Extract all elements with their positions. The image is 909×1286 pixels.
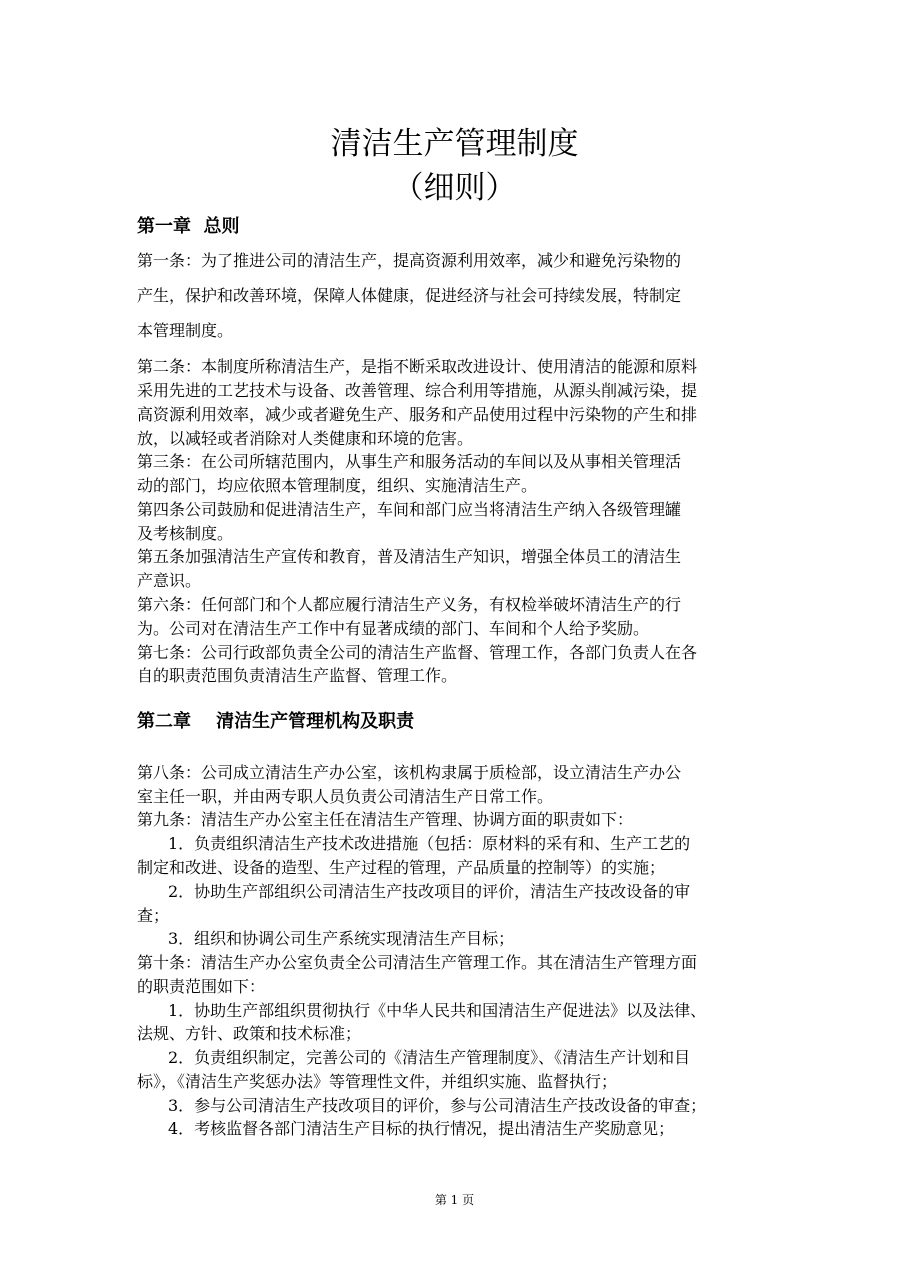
- text-line: 动的部门，均应依照本管理制度，组织、实施清洁生产。: [137, 476, 538, 495]
- text-line: 自的职责范围负责清洁生产监督、管理工作。: [137, 666, 458, 685]
- text-line: 本管理制度。: [137, 321, 234, 340]
- text-line: 高资源利用效率，减少或者避免生产、服务和产品使用过程中污染物的产生和排: [137, 405, 698, 424]
- text-line: 第三条：在公司所辖范围内，从事生产和服务活动的车间以及从事相关管理活: [137, 452, 682, 471]
- text-line: 第四条公司鼓励和促进清洁生产，车间和部门应当将清洁生产纳入各级管理罐: [137, 500, 682, 519]
- text-line: 第一条：为了推进公司的清洁生产，提高资源利用效率，减少和避免污染物的: [137, 251, 682, 270]
- list-item-line: 2．负责组织制定，完善公司的《清洁生产管理制度》、《清洁生产计划和目: [168, 1048, 691, 1067]
- text-line: 的职责范围如下：: [137, 977, 266, 996]
- chapter-heading: 第二章 清洁生产管理机构及职责: [137, 711, 415, 732]
- text-line: 第八条：公司成立清洁生产办公室，该机构隶属于质检部，设立清洁生产办公: [137, 763, 682, 782]
- list-item-line: 4．考核监督各部门清洁生产目标的执行情况，提出清洁生产奖励意见；: [168, 1119, 675, 1138]
- text-line: 第二条：本制度所称清洁生产，是指不断采取改进设计、使用清洁的能源和原料: [137, 357, 698, 376]
- text-line: 第十条：清洁生产办公室负责全公司清洁生产管理工作。其在清洁生产管理方面: [137, 953, 698, 972]
- list-item-line: 1．负责组织清洁生产技术改进措施（包括：原材料的采有和、生产工艺的: [168, 834, 691, 853]
- text-line: 产生，保护和改善环境，保障人体健康，促进经济与社会可持续发展，特制定: [137, 286, 682, 305]
- list-item-line: 3．参与公司清洁生产技改项目的评价，参与公司清洁生产技改设备的审查；: [168, 1096, 707, 1115]
- text-line: 查；: [137, 906, 170, 925]
- text-line: 为。公司对在清洁生产工作中有显著成绩的部门、车间和个人给予奖励。: [137, 619, 650, 638]
- text-line: 采用先进的工艺技术与设备、改善管理、综合利用等措施，从源头削减污染，提: [137, 381, 698, 400]
- text-line: 标》，《清洁生产奖惩办法》等管理性文件，并组织实施、监督执行；: [137, 1072, 618, 1091]
- list-item-line: 3．组织和协调公司生产系统实现清洁生产目标；: [168, 929, 515, 948]
- text-line: 室主任一职，并由两专职人员负责公司清洁生产日常工作。: [137, 787, 554, 806]
- document-title: 清洁生产管理制度: [330, 126, 579, 162]
- text-line: 法规、方针、政策和技术标准；: [137, 1024, 362, 1043]
- text-line: 产意识。: [137, 571, 202, 590]
- text-line: 制定和改进、设备的造型、生产过程的管理，产品质量的控制等）的实施；: [137, 858, 666, 877]
- list-item-line: 2．协助生产部组织公司清洁生产技改项目的评价，清洁生产技改设备的审: [168, 882, 691, 901]
- document-subtitle: （细则）: [392, 170, 517, 206]
- text-line: 第九条：清洁生产办公室主任在清洁生产管理、协调方面的职责如下：: [137, 810, 634, 829]
- text-line: 第五条加强清洁生产宣传和教育，普及清洁生产知识，增强全体员工的清洁生: [137, 547, 682, 566]
- chapter-heading: 第一章 总则: [137, 216, 240, 237]
- text-line: 第六条：任何部门和个人都应履行清洁生产义务，有权检举破坏清洁生产的行: [137, 595, 682, 614]
- list-item-line: 1．协助生产部组织贯彻执行《中华人民共和国清洁生产促进法》以及法律、: [168, 1001, 707, 1020]
- page-number: 第 1 页: [434, 1193, 475, 1207]
- text-line: 放，以减轻或者消除对人类健康和环境的危害。: [137, 429, 474, 448]
- text-line: 第七条：公司行政部负责全公司的清洁生产监督、管理工作，各部门负责人在各: [137, 643, 698, 662]
- text-line: 及考核制度。: [137, 524, 234, 543]
